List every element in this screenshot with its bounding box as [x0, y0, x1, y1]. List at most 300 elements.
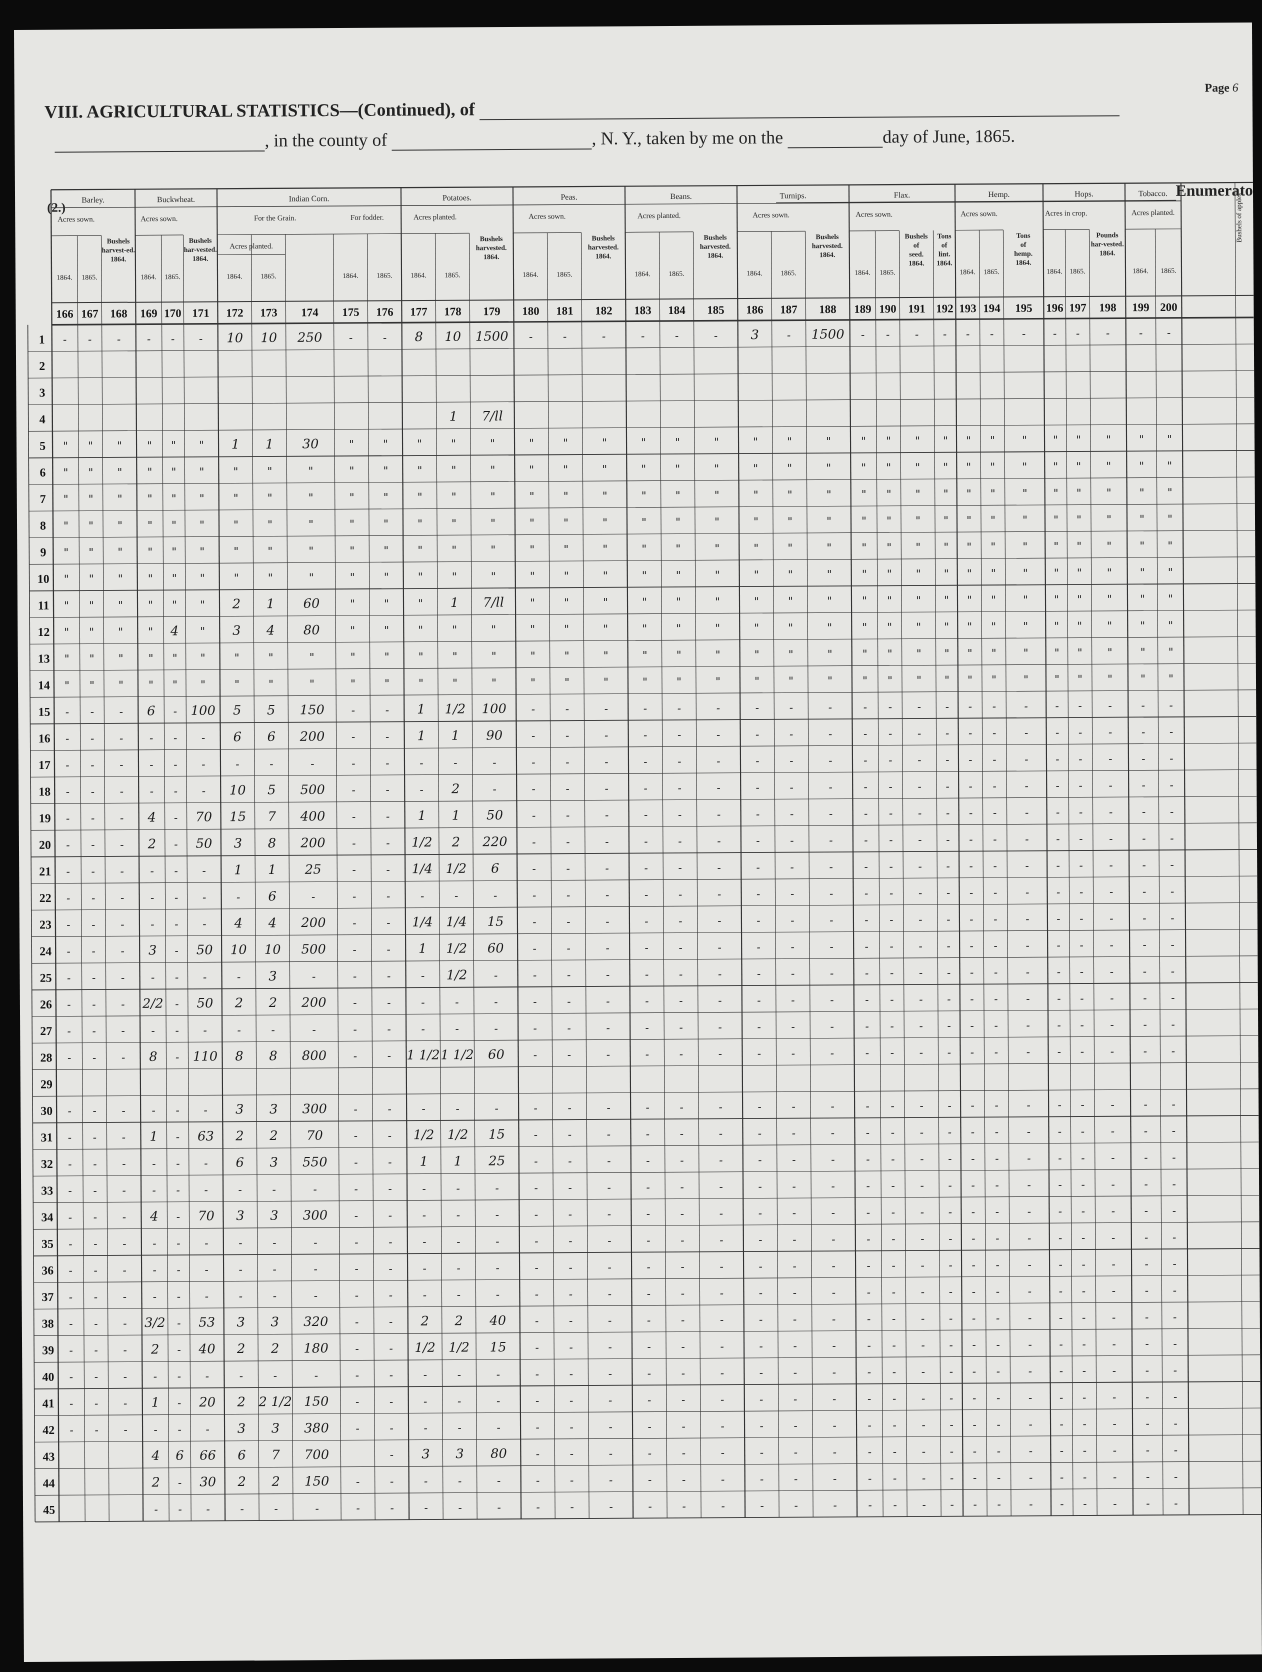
row-rule: [31, 823, 1257, 830]
table-cell: ": [89, 678, 95, 692]
table-cell: -: [387, 996, 391, 1010]
table-cell: -: [68, 1211, 73, 1225]
column-year: 1864.: [522, 270, 539, 279]
table-cell: -: [681, 1366, 686, 1380]
column-year: 1865.: [1069, 267, 1086, 276]
table-cell: -: [93, 1210, 98, 1224]
table-cell: ": [753, 488, 759, 502]
table-cell: -: [993, 912, 998, 926]
group-label-9: Hops.: [1074, 189, 1094, 199]
table-cell: -: [1170, 885, 1175, 899]
table-cell: ": [199, 465, 205, 479]
table-cell: ": [200, 678, 206, 692]
table-cell: -: [388, 1262, 393, 1276]
table-cell: -: [920, 1232, 925, 1246]
table-cell: -: [388, 1235, 393, 1249]
table-cell: ": [529, 490, 535, 504]
table-cell: -: [996, 1444, 1001, 1458]
table-cell: ": [198, 438, 205, 452]
row-rule: [29, 504, 1255, 511]
table-cell: -: [866, 1259, 871, 1273]
table-cell: 1: [418, 941, 427, 957]
table-cell: -: [389, 1395, 394, 1409]
table-cell: -: [1026, 1125, 1031, 1139]
table-cell: -: [644, 888, 649, 902]
table-cell: -: [93, 1184, 97, 1198]
column-year: 1865.: [780, 269, 797, 278]
table-cell: -: [995, 1285, 1000, 1299]
table-cell: ": [989, 434, 996, 448]
table-cell: -: [1144, 1151, 1148, 1165]
table-cell: -: [202, 917, 207, 931]
subgroup-label-20-part: Pounds: [1096, 231, 1119, 240]
table-cell: -: [864, 966, 869, 980]
table-cell: -: [566, 862, 571, 876]
table-cell: -: [829, 834, 833, 848]
column-number: 183: [634, 305, 652, 318]
table-cell: -: [174, 838, 178, 852]
table-cell: ": [1076, 566, 1082, 580]
table-cell: -: [1172, 1177, 1176, 1191]
table-cell: -: [454, 889, 459, 903]
row-rule: [32, 982, 1258, 989]
table-cell: 1/2: [446, 968, 468, 984]
table-cell: -: [387, 1102, 392, 1116]
table-cell: 80: [490, 1446, 508, 1462]
row-number: 8: [39, 518, 47, 533]
table-cell: ": [147, 572, 153, 586]
table-cell: ": [944, 647, 950, 661]
table-cell: -: [1143, 1018, 1147, 1032]
table-cell: -: [175, 1050, 180, 1064]
table-cell: -: [832, 1366, 837, 1380]
table-cell: -: [948, 1232, 953, 1246]
table-cell: -: [680, 1313, 685, 1327]
table-cell: -: [569, 1394, 574, 1408]
table-cell: 150: [304, 1474, 330, 1490]
table-cell: ": [641, 595, 648, 609]
column-year: 1865.: [81, 273, 98, 282]
table-cell: -: [717, 914, 722, 928]
table-cell: 60: [303, 596, 320, 612]
table-cell: 66: [199, 1448, 217, 1464]
table-cell: -: [1171, 1097, 1176, 1111]
table-cell: 3: [233, 836, 243, 852]
table-cell: ": [886, 567, 892, 581]
table-cell: ": [753, 568, 759, 582]
table-cell: -: [65, 705, 70, 719]
table-cell: -: [1142, 965, 1147, 979]
table-cell: 6: [235, 1155, 245, 1171]
table-cell: 300: [302, 1102, 328, 1118]
subgroup-label-9-part: 1864.: [595, 252, 612, 261]
table-cell: ": [1022, 566, 1028, 580]
table-cell: ": [885, 434, 892, 448]
column-number: 194: [983, 302, 1001, 316]
table-cell: -: [91, 944, 96, 958]
table-cell: -: [1027, 1205, 1032, 1219]
table-cell: -: [759, 1472, 764, 1486]
table-cell: -: [1079, 912, 1084, 926]
table-cell: -: [67, 1131, 72, 1145]
table-cell: ": [417, 464, 423, 478]
table-cell: -: [1082, 1337, 1086, 1351]
table-cell: -: [643, 755, 648, 769]
table-cell: -: [946, 913, 951, 927]
table-cell: ": [308, 491, 314, 505]
table-cell: -: [716, 728, 721, 742]
table-cell: ": [1106, 539, 1112, 553]
column-number: 175: [342, 306, 360, 320]
table-cell: -: [605, 915, 610, 929]
table-cell: -: [792, 1259, 797, 1273]
table-cell: -: [972, 1444, 977, 1458]
column-rule: [581, 233, 589, 1519]
table-cell: -: [532, 942, 537, 956]
table-cell: -: [91, 918, 96, 932]
column-rule: [101, 235, 109, 1521]
table-cell: -: [755, 754, 760, 768]
table-cell: -: [351, 810, 356, 824]
table-cell: -: [534, 1155, 538, 1169]
table-cell: -: [945, 806, 950, 820]
table-cell: -: [644, 835, 648, 849]
county-label: , in the county of: [264, 129, 388, 151]
table-cell: ": [564, 649, 570, 663]
table-cell: -: [122, 1157, 126, 1171]
table-cell: -: [424, 1501, 428, 1515]
table-cell: -: [828, 701, 833, 715]
table-cell: -: [204, 1290, 209, 1304]
table-cell: -: [1110, 1018, 1114, 1032]
table-cell: -: [568, 1154, 572, 1168]
table-cell: -: [793, 1472, 798, 1486]
table-cell: -: [273, 1369, 278, 1383]
page-label-text: Page: [1204, 80, 1230, 95]
table-cell: -: [832, 1419, 837, 1433]
table-cell: -: [66, 918, 71, 932]
row-rule: [34, 1302, 1260, 1309]
table-cell: ": [267, 465, 273, 479]
table-cell: -: [832, 1445, 837, 1459]
table-cell: -: [154, 1503, 158, 1517]
table-cell: 5: [266, 703, 276, 719]
table-cell: -: [1113, 1497, 1117, 1511]
table-cell: -: [792, 1313, 797, 1327]
row-rule: [31, 849, 1257, 856]
subgroup-label-3-part: 1864.: [192, 254, 209, 263]
row-rule: [33, 1169, 1259, 1176]
table-cell: -: [758, 1286, 763, 1300]
row-rule: [34, 1381, 1260, 1388]
table-cell: -: [921, 1471, 926, 1485]
table-cell: -: [69, 1423, 74, 1437]
table-cell: ": [991, 646, 997, 660]
table-cell: 10: [260, 330, 278, 347]
table-cell: -: [1172, 1257, 1177, 1271]
table-cell: -: [948, 1179, 952, 1193]
table-cell: ": [641, 542, 647, 556]
table-cell: -: [65, 758, 70, 772]
table-cell: -: [888, 780, 893, 794]
table-cell: ": [943, 460, 949, 474]
table-cell: -: [720, 1366, 725, 1380]
table-cell: -: [995, 1178, 999, 1192]
table-cell: -: [534, 1181, 538, 1195]
table-cell: ": [641, 569, 647, 583]
table-cell: -: [604, 808, 609, 822]
table-cell: ": [862, 647, 868, 661]
table-cell: -: [995, 1232, 1000, 1246]
table-cell: -: [646, 1234, 651, 1248]
table-cell: ": [349, 597, 356, 611]
row-rule: [33, 1222, 1259, 1229]
table-cell: ": [418, 623, 424, 637]
table-cell: -: [1060, 1497, 1064, 1511]
table-cell: -: [1021, 327, 1026, 341]
table-cell: -: [1111, 1257, 1116, 1271]
table-cell: -: [949, 1391, 954, 1405]
table-cell: -: [1026, 1019, 1030, 1033]
table-cell: -: [829, 913, 834, 927]
table-cell: ": [118, 652, 124, 666]
table-cell: -: [535, 1447, 540, 1461]
table-cell: ": [1053, 460, 1059, 474]
table-cell: -: [173, 731, 178, 745]
row-rule: [33, 1248, 1259, 1255]
table-cell: 60: [487, 941, 504, 957]
table-cell: -: [719, 1260, 724, 1274]
column-year: 1864.: [854, 268, 871, 277]
table-cell: ": [966, 593, 973, 607]
table-cell: ": [563, 543, 569, 557]
table-cell: -: [1142, 858, 1147, 872]
table-cell: -: [945, 780, 950, 794]
table-cell: -: [122, 1290, 127, 1304]
table-cell: ": [860, 434, 867, 448]
table-cell: ": [528, 436, 535, 450]
table-cell: ": [787, 461, 793, 475]
table-cell: ": [452, 623, 458, 637]
table-cell: -: [645, 994, 649, 1008]
table-cell: -: [272, 1183, 276, 1197]
column-rule: [875, 231, 883, 1517]
table-cell: ": [826, 594, 833, 608]
table-cell: ": [199, 518, 205, 532]
table-cell: ": [967, 646, 973, 660]
table-cell: 60: [487, 1047, 505, 1063]
subgroup-label-4: For the Grain.: [253, 213, 297, 223]
table-cell: ": [88, 599, 95, 613]
table-cell: ": [675, 489, 681, 503]
table-cell: ": [965, 434, 972, 448]
column-number: 193: [959, 303, 977, 316]
subgroup-label-7-part: Bushels: [479, 235, 503, 244]
table-cell: ": [117, 519, 123, 533]
table-cell: -: [315, 1502, 319, 1516]
row-number: 21: [39, 864, 52, 879]
table-cell: -: [312, 1023, 317, 1037]
table-cell: -: [1173, 1337, 1177, 1351]
table-cell: -: [889, 886, 894, 900]
table-cell: -: [1081, 1151, 1085, 1165]
table-cell: -: [1173, 1443, 1178, 1457]
table-cell: 10: [230, 942, 247, 959]
subgroup-label-13-part: 1864.: [819, 250, 836, 260]
table-cell: -: [972, 1418, 977, 1432]
table-cell: -: [643, 728, 648, 742]
table-cell: ": [788, 621, 794, 635]
table-cell: ": [602, 462, 608, 477]
table-cell: ": [967, 673, 973, 687]
table-cell: -: [792, 1233, 797, 1247]
table-cell: -: [534, 1314, 539, 1328]
column-number: 177: [410, 306, 428, 319]
table-cell: -: [993, 833, 997, 847]
table-cell: -: [604, 782, 609, 796]
table-cell: -: [1024, 699, 1029, 713]
table-cell: -: [87, 333, 92, 347]
table-cell: -: [1056, 939, 1061, 953]
table-cell: 2: [270, 1341, 280, 1357]
table-cell: -: [388, 1288, 393, 1302]
table-cell: -: [830, 1100, 835, 1114]
table-cell: 3: [269, 1155, 279, 1171]
table-cell: -: [608, 1447, 613, 1461]
table-cell: -: [1058, 1205, 1063, 1219]
table-cell: -: [119, 731, 124, 745]
table-cell: ": [88, 545, 94, 559]
table-cell: -: [1026, 992, 1030, 1006]
table-cell: -: [1109, 858, 1114, 872]
header-top-rule: [51, 182, 1253, 189]
table-cell: 30: [302, 437, 319, 453]
column-rule: [1065, 230, 1073, 1516]
table-cell: -: [646, 1260, 651, 1274]
table-cell: -: [146, 332, 151, 346]
table-cell: ": [1105, 433, 1112, 447]
table-cell: ": [715, 648, 721, 662]
table-cell: -: [791, 1047, 796, 1061]
table-cell: -: [532, 915, 537, 929]
table-cell: -: [494, 995, 498, 1009]
table-cell: -: [174, 891, 179, 905]
table-cell: -: [457, 1474, 462, 1488]
table-cell: ": [489, 437, 496, 451]
table-cell: -: [65, 732, 70, 746]
table-cell: -: [91, 971, 96, 985]
table-cell: 3: [271, 1421, 280, 1437]
table-cell: -: [828, 727, 833, 741]
table-cell: -: [1145, 1364, 1150, 1378]
column-number: 191: [908, 303, 926, 316]
table-cell: ": [714, 462, 720, 476]
table-cell: -: [1080, 1098, 1085, 1112]
table-cell: -: [568, 1261, 573, 1275]
table-cell: -: [235, 757, 240, 771]
table-cell: ": [563, 569, 569, 583]
table-cell: 70: [197, 1209, 215, 1225]
table-cell: -: [386, 916, 391, 930]
table-cell: ": [383, 544, 389, 558]
column-year: 1864.: [226, 272, 243, 281]
table-cell: -: [1024, 806, 1029, 820]
table-cell: 2 1/2: [258, 1394, 293, 1411]
table-cell: -: [605, 861, 610, 876]
table-cell: -: [757, 1127, 762, 1141]
table-cell: -: [149, 758, 154, 772]
table-cell: -: [422, 1262, 427, 1276]
table-cell: -: [680, 1207, 685, 1221]
table-cell: -: [893, 1498, 897, 1512]
table-cell: -: [946, 859, 951, 873]
table-cell: -: [352, 836, 356, 850]
row-rule: [29, 583, 1255, 590]
table-cell: -: [176, 1237, 181, 1251]
table-cell: -: [1170, 911, 1175, 925]
table-cell: 180: [303, 1341, 329, 1357]
column-number: 180: [522, 305, 540, 318]
table-cell: -: [569, 1367, 574, 1381]
table-cell: -: [792, 1206, 797, 1220]
table-cell: ": [308, 544, 314, 558]
table-cell: -: [993, 939, 998, 953]
table-cell: -: [201, 784, 206, 798]
table-cell: -: [790, 860, 795, 874]
table-cell: -: [1080, 1125, 1085, 1139]
table-cell: -: [495, 1261, 500, 1275]
column-rule: [849, 231, 857, 1517]
table-cell: -: [1173, 1390, 1178, 1404]
table-cell: -: [353, 1049, 358, 1063]
table-cell: -: [919, 993, 923, 1007]
table-cell: -: [121, 1104, 126, 1118]
table-cell: 4: [150, 1209, 159, 1225]
table-cell: -: [570, 1500, 574, 1514]
table-cell: -: [458, 1501, 462, 1515]
column-number: 176: [376, 306, 394, 319]
table-cell: -: [718, 1020, 723, 1034]
table-cell: -: [678, 861, 683, 875]
table-cell: ": [1054, 673, 1060, 687]
table-cell: -: [720, 1473, 725, 1487]
column-number: 170: [164, 307, 182, 321]
table-cell: -: [238, 1263, 243, 1277]
table-cell: -: [717, 967, 722, 981]
table-cell: -: [1055, 699, 1060, 713]
subgroup-label-16-part: Tons: [937, 232, 952, 241]
table-cell: -: [198, 332, 203, 346]
table-cell: -: [67, 998, 71, 1012]
table-cell: 7/ll: [481, 409, 503, 425]
table-cell: ": [642, 648, 648, 662]
row-rule: [30, 690, 1256, 697]
table-cell: 1500: [811, 327, 845, 343]
group-label-10: Tobacco.: [1138, 188, 1168, 199]
table-cell: -: [607, 1181, 611, 1195]
table-cell: -: [973, 1498, 977, 1512]
table-cell: -: [971, 1258, 976, 1272]
table-cell: ": [452, 676, 458, 690]
table-cell: -: [1169, 725, 1174, 739]
table-cell: ": [1077, 672, 1083, 686]
table-cell: ": [117, 465, 123, 479]
table-cell: -: [606, 1101, 611, 1115]
table-cell: -: [1144, 1177, 1148, 1191]
table-cell: ": [944, 673, 950, 687]
table-cell: -: [885, 328, 890, 342]
table-cell: -: [996, 1338, 1000, 1352]
